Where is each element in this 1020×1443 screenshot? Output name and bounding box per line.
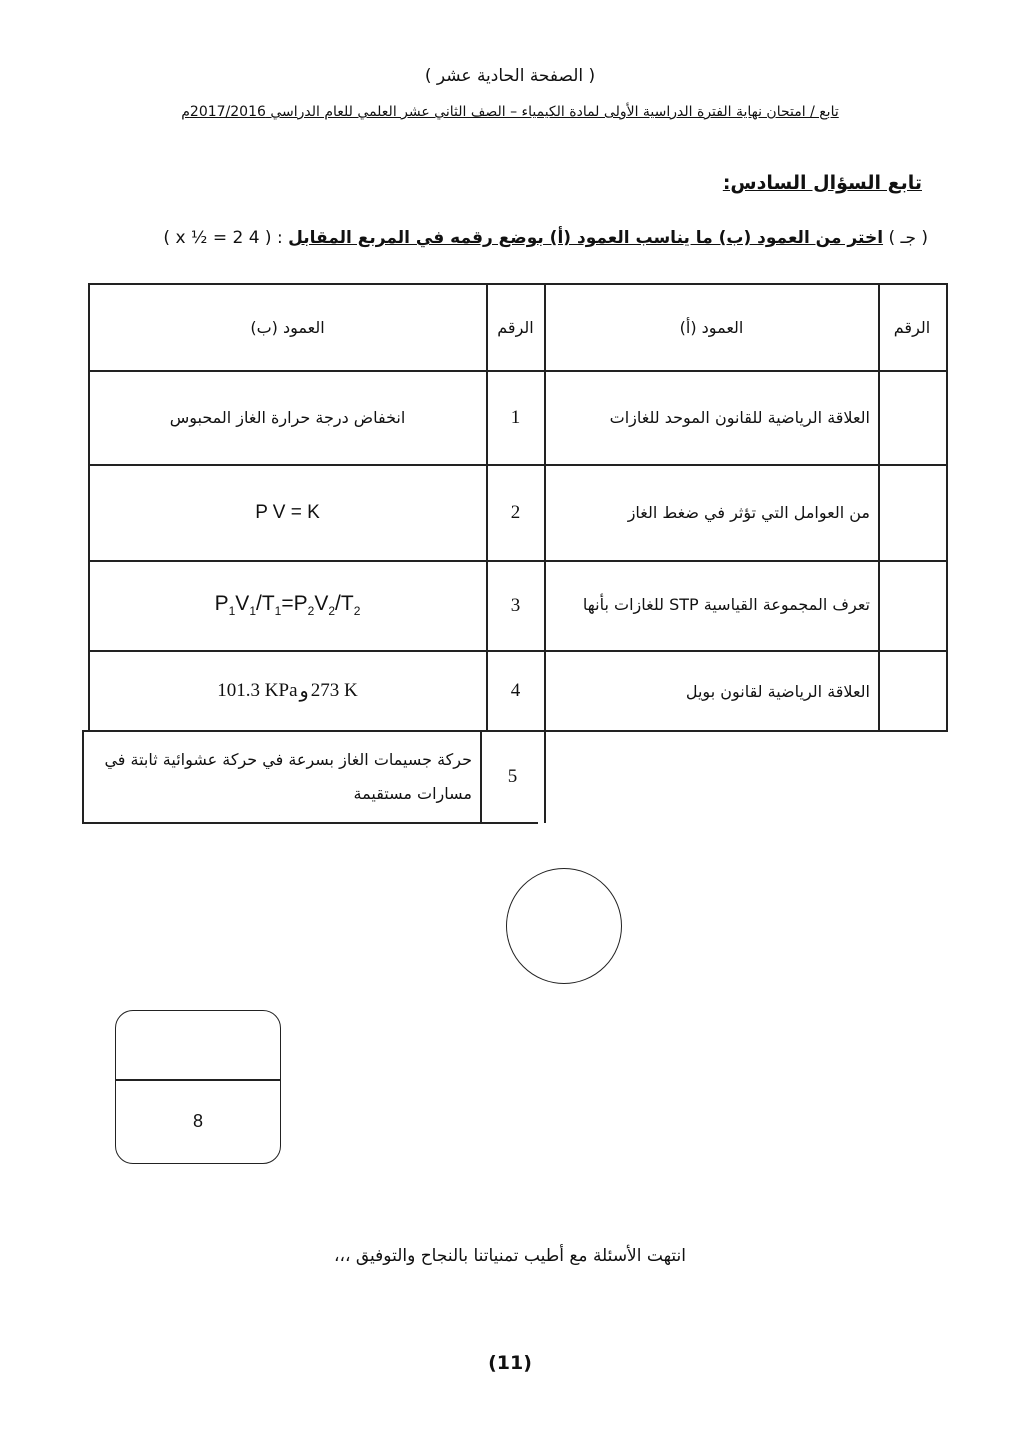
table-a-row: تعرف المجموعة القياسية STP للغازات بأنها xyxy=(582,595,870,615)
stp-pressure: 101.3 KPa xyxy=(217,679,298,701)
table-a-row: العلاقة الرياضية للقانون الموحد للغازات xyxy=(609,408,870,427)
table-b-header-num: الرقم xyxy=(497,317,534,337)
combined-gas-law-formula: $P_1V_1/T_1=P_2V_2/T_2$ xyxy=(214,592,361,619)
table-b-row: حركة جسيمات الغاز بسرعة في حركة عشوائية ثابتة في مسارات مستقيمة xyxy=(104,749,472,803)
score-mark: 8 xyxy=(192,1111,203,1131)
table-a-row: من العوامل التي تؤثر في ضغط الغاز xyxy=(627,503,870,522)
stp-temperature: 273 K xyxy=(310,679,358,701)
answer-box[interactable] xyxy=(878,561,946,650)
table-b-row-formula xyxy=(89,561,486,650)
question-instruction xyxy=(98,228,928,248)
instruction-label: ( جـ ) xyxy=(888,228,928,248)
stp-and: و xyxy=(299,679,309,702)
table-a-header-col: العمود (أ) xyxy=(679,317,744,337)
score-box xyxy=(115,1010,281,1164)
closing-note: انتهت الأسئلة مع أطيب تمنياتنا بالنجاح والتوفيق ،،، xyxy=(333,1246,686,1266)
exam-header: تابع / امتحان نهاية الفترة الدراسية الأولى لمادة الكيمياء – الصف الثاني عشر العلمي للعام الدراسي 2017/2016م xyxy=(181,104,839,120)
table-b-num: 5 xyxy=(507,765,518,787)
page-number: (11) xyxy=(488,1352,532,1374)
circle-mark xyxy=(506,868,622,984)
table-b-num: 4 xyxy=(510,679,521,701)
answer-box[interactable] xyxy=(878,465,946,560)
table-a-row: العلاقة الرياضية لقانون بويل xyxy=(685,681,870,701)
answer-box[interactable] xyxy=(878,371,946,464)
table-b-num: 1 xyxy=(510,406,521,428)
section-title: تابع السؤال السادس: xyxy=(722,172,922,194)
table-b-row: P V = K xyxy=(255,501,320,523)
table-b-num: 3 xyxy=(510,594,521,616)
score-divider xyxy=(116,1079,280,1081)
table-a-header-num: الرقم xyxy=(893,317,931,337)
table-b-row: انخفاض درجة حرارة الغاز المحبوس xyxy=(169,408,406,427)
answer-box[interactable] xyxy=(878,651,946,731)
instruction-marks: : ( 4 x ½ = 2 ) xyxy=(163,228,283,248)
table-b-num: 2 xyxy=(510,501,521,523)
instruction-text: اختر من العمود (ب) ما يناسب العمود (أ) بوضع رقمه في المربع المقابل xyxy=(288,228,884,248)
table-b-row xyxy=(89,651,486,730)
page-title: ( الصفحة الحادية عشر ) xyxy=(424,66,596,86)
table-b-header-col: العمود (ب) xyxy=(250,317,325,337)
